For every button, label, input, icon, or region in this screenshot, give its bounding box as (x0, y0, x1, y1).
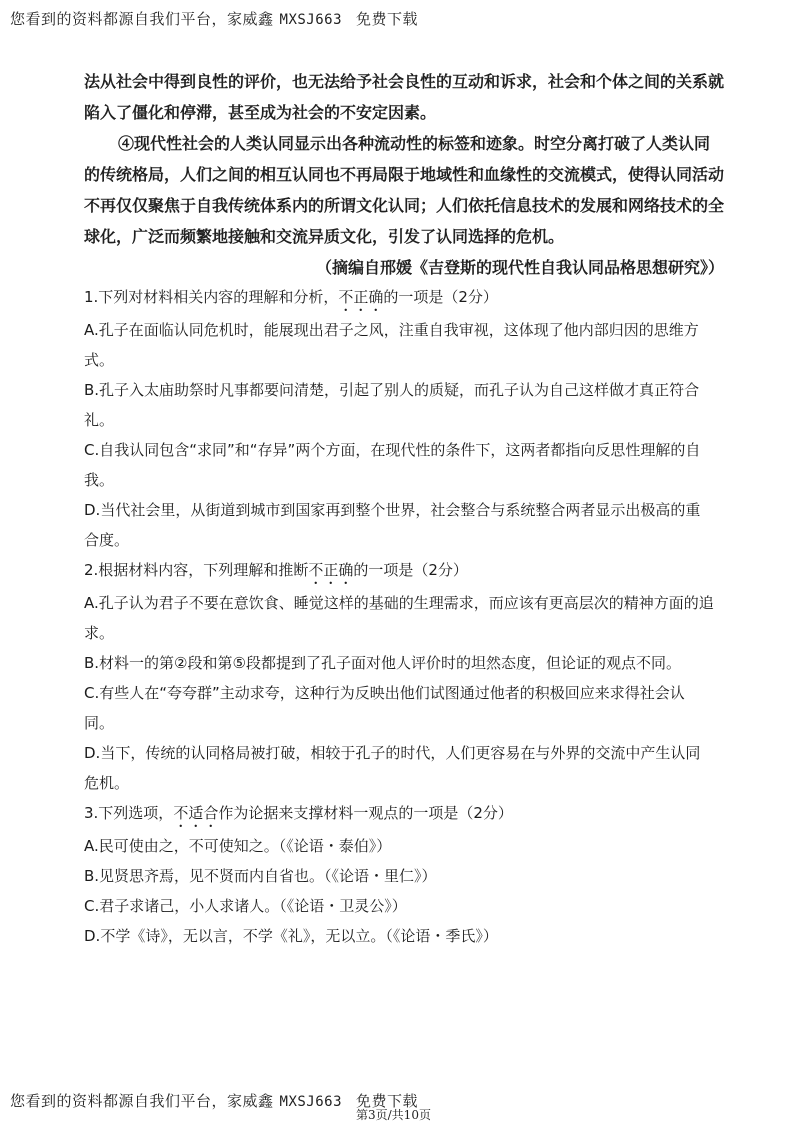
header-banner-text: 您看到的资料都源自我们平台，家威鑫 (10, 10, 274, 28)
question-3-stem-suffix: 作为论据来支撑材料一观点的一项是（2分） (218, 804, 513, 822)
reading-passage (84, 66, 724, 283)
header-banner-code: MXSJ663 (279, 12, 343, 28)
header-banner-free: 免费下载 (356, 10, 419, 28)
question-2-stem-emphasis: 不正确 (308, 561, 354, 579)
question-1-option-a: A.孔子在面临认同危机时，能展现出君子之风，注重自我审视，这体现了他内部归因的思维方式。 (84, 321, 699, 369)
question-3-option-b: B.见贤思齐焉，见不贤而内自省也。（《论语・里仁》） (84, 867, 437, 885)
question-1-stem-prefix: 1.下列对材料相关内容的理解和分析， (84, 288, 339, 306)
question-3-stem-prefix: 3.下列选项， (84, 804, 174, 822)
question-2 (84, 555, 714, 798)
passage-paragraph-2: ④现代性社会的人类认同显示出各种流动性的标签和迹象。时空分离打破了人类认同的传统格局，人们之间的相互认同也不再局限于地域性和血缘性的交流模式，使得认同活动不再仅仅聚焦于自我传统体系内的所谓文化认同；人们依托信息技术的发展和网络技术的全球化，广泛而频繁地接触和交流异质文化，引发了认同选择的危机。 (84, 134, 725, 246)
question-1 (84, 282, 714, 555)
question-1-option-d: D.当代社会里，从街道到城市到国家再到整个世界，社会整合与系统整合两者显示出极高的重合度。 (84, 501, 701, 549)
question-3-option-a: A.民可使由之，不可使知之。（《论语・泰伯》） (84, 837, 392, 855)
passage-source: （摘编自邢媛《吉登斯的现代性自我认同品格思想研究》） (315, 258, 724, 277)
question-3-option-d: D.不学《诗》，无以言，不学《礼》，无以立。（《论语・季氏》） (84, 927, 498, 945)
question-2-stem-prefix: 2.根据材料内容，下列理解和推断 (84, 561, 309, 579)
page-number: 第3页/共10页 (356, 1108, 431, 1122)
question-3-stem-emphasis: 不适合 (173, 804, 219, 822)
passage-paragraph-1: 法从社会中得到良性的评价，也无法给予社会良性的互动和诉求，社会和个体之间的关系就陷入了僵化和停滞，甚至成为社会的不安定因素。 (84, 72, 725, 122)
question-3-option-c: C.君子求诸己，小人求诸人。（《论语・卫灵公》） (84, 897, 407, 915)
question-2-option-c: C.有些人在“夸夸群”主动求夸，这种行为反映出他们试图通过他者的积极回应来求得社会认同。 (84, 684, 685, 732)
question-2-option-d: D.当下，传统的认同格局被打破，相较于孔子的时代，人们更容易在与外界的交流中产生认同危机。 (84, 744, 701, 792)
question-2-stem-suffix: 的一项是（2分） (353, 561, 468, 579)
footer-banner-text: 您看到的资料都源自我们平台，家威鑫 (10, 1092, 274, 1110)
question-3-stem (84, 798, 714, 831)
question-1-stem-suffix: 的一项是（2分） (383, 288, 498, 306)
footer-banner-free: 免费下载 (356, 1092, 419, 1110)
question-1-stem (84, 282, 714, 315)
question-1-option-c: C.自我认同包含“求同”和“存异”两个方面，在现代性的条件下，这两者都指向反思性理解的自我。 (84, 441, 701, 489)
question-1-stem-emphasis: 不正确 (338, 288, 384, 306)
header-banner (10, 8, 418, 29)
question-1-option-b: B.孔子入太庙助祭时凡事都要问清楚，引起了别人的质疑，而孔子认为自己这样做才真正符合礼。 (84, 381, 700, 429)
question-3 (84, 798, 714, 951)
question-2-option-a: A.孔子认为君子不要在意饮食、睡觉这样的基础的生理需求，而应该有更高层次的精神方面的追求。 (84, 594, 714, 642)
footer-banner-code: MXSJ663 (279, 1094, 343, 1110)
question-2-option-b: B.材料一的第②段和第⑤段都提到了孔子面对他人评价时的坦然态度，但论证的观点不同。 (84, 654, 681, 672)
question-list (84, 282, 714, 951)
question-2-stem (84, 555, 714, 588)
